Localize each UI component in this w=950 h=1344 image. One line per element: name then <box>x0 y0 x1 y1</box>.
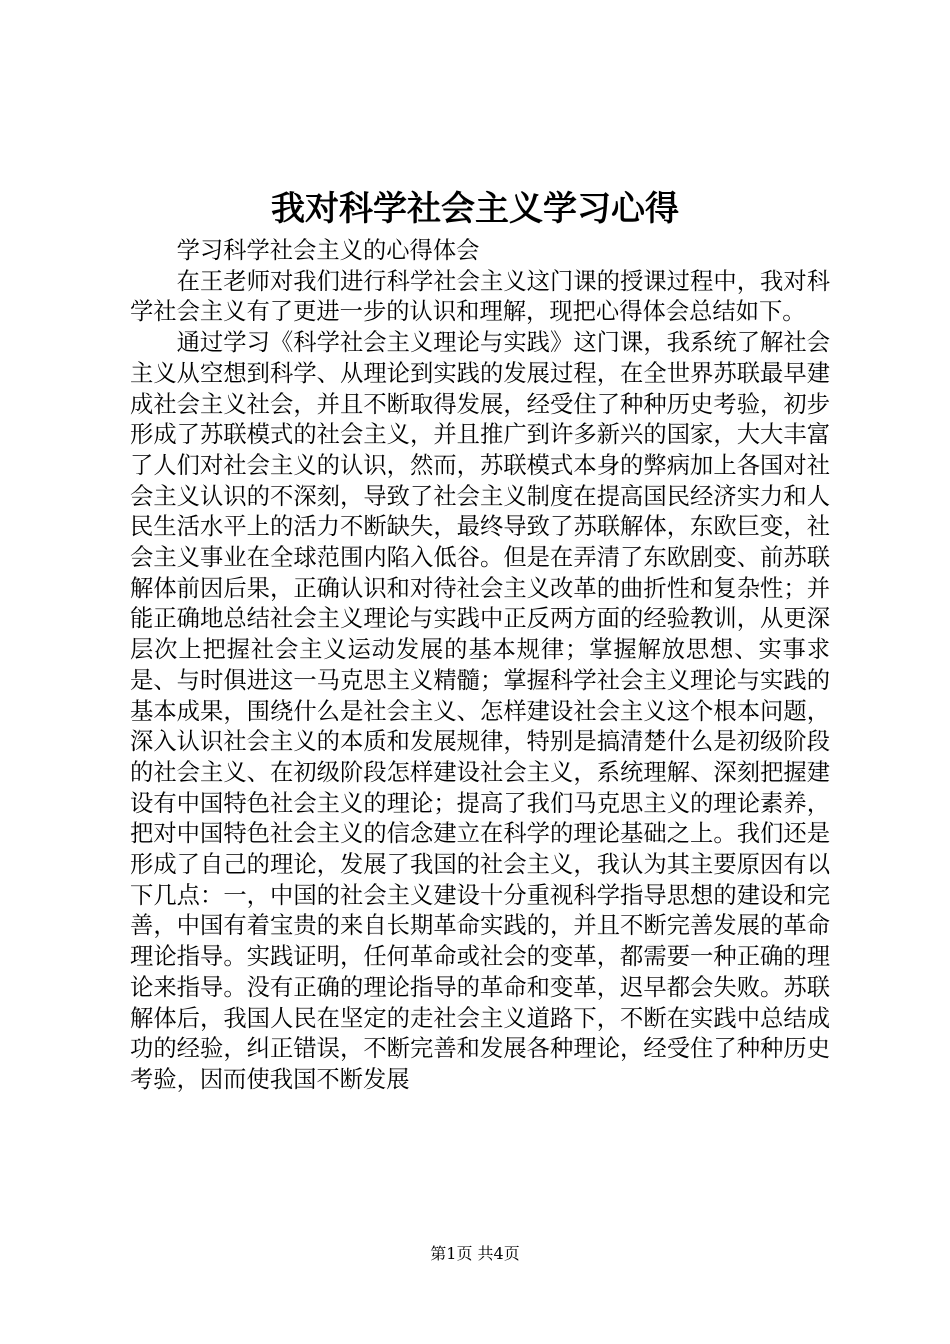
intro-paragraph: 在王老师对我们进行科学社会主义这门课的授课过程中，我对科学社会主义有了更进一步的认识和理解，现把心得体会总结如下。 <box>130 267 830 326</box>
subtitle-paragraph: 学习科学社会主义的心得体会 <box>176 237 480 264</box>
main-paragraph: 通过学习《科学社会主义理论与实践》这门课，我系统了解社会主义从空想到科学、从理论到实践的发展过程，在全世界苏联最早建成社会主义社会，并且不断取得发展，经受住了种种历史考验，初步形成了苏联模式的社会主义，并且推广到许多新兴的国家，大大丰富了人们对社会主义的认识，然而，苏联模式本身的弊病加上各国对社会主义认识的不深刻，导致了社会主义制度在提高国民经济实力和人民生活水平上的活力不断缺失，最终导致了苏联解体，东欧巨变，社会主义事业在全球范围内陷入低谷。但是在弄清了东欧剧变、前苏联解体前因后果，正确认识和对待社会主义改革的曲折性和复杂性；并能正确地总结社会主义理论与实践中正反两方面的经验教训，从更深层次上把握社会主义运动发展的基本规律；掌握解放思想、实事求是、与时俱进这一马克思主义精髓；掌握科学社会主义理论与实践的基本成果，围绕什么是社会主义、怎样建设社会主义这个根本问题，深入认识社会主义的本质和发展规律，特别是搞清楚什么是初级阶段的社会主义、在初级阶段怎样建设社会主义，系统理解、深刻把握建设有中国特色社会主义的理论；提高了我们马克思主义的理论素养，把对中国特色社会主义的信念建立在科学的理论基础之上。我们还是形成了自己的理论，发展了我国的社会主义，我认为其主要原因有以下几点：一，中国的社会主义建设十分重视科学指导思想的建设和完善，中国有着宝贵的来自长期革命实践的，并且不断完善发展的革命理论指导。实践证明，任何革命或社会的变革，都需要一种正确的理论来指导。没有正确的理论指导的革命和变革，迟早都会失败。苏联解体后，我国人民在坚定的走社会主义道路下，不断在实践中总结成功的经验，纠正错误，不断完善和发展各种理论，经受住了种种历史考验，因而使我国不断发展 <box>130 329 830 1093</box>
page-number-footer: 第1页 共4页 <box>430 1244 520 1263</box>
page-title: 我对科学社会主义学习心得 <box>271 189 679 229</box>
document-body <box>130 236 830 1096</box>
